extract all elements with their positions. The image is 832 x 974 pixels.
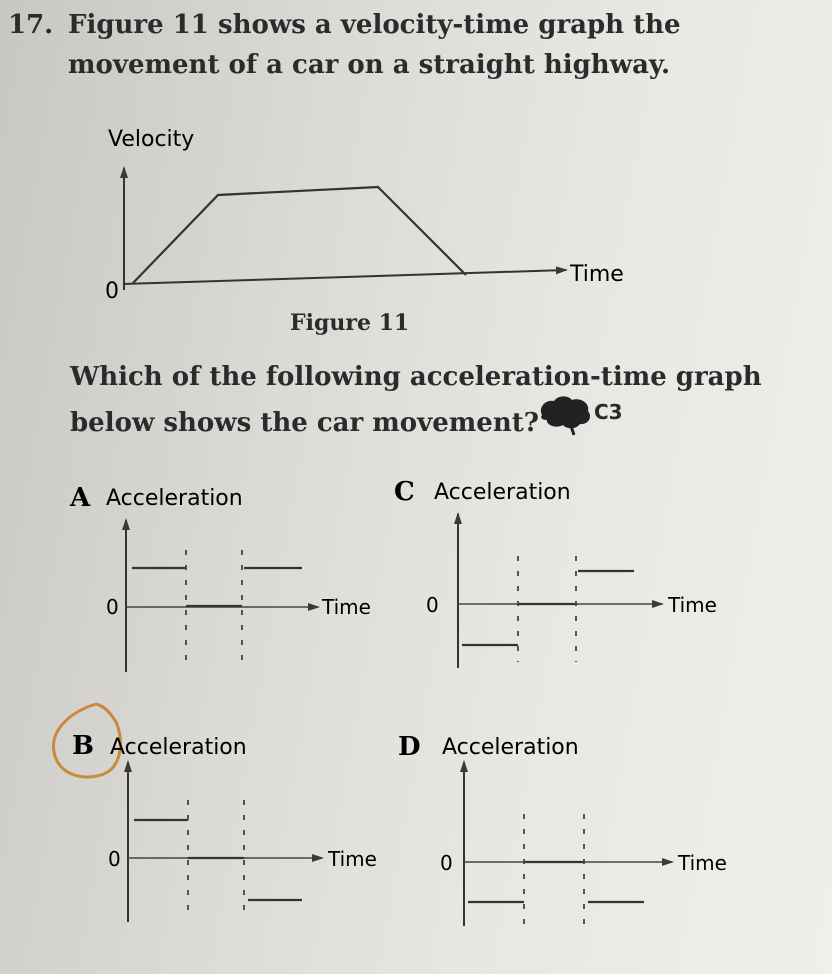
- option-d-letter: D: [398, 732, 421, 762]
- level-tag: C3: [594, 400, 623, 424]
- option-b-x-label: Time: [328, 847, 377, 871]
- option-a-x-label: Time: [322, 595, 371, 619]
- figure-x-label: Time: [570, 262, 624, 287]
- option-c-origin: 0: [426, 593, 439, 617]
- question-text-line2: movement of a car on a straight highway.: [68, 50, 671, 80]
- option-a-letter: A: [70, 483, 91, 513]
- option-c-letter: C: [394, 477, 415, 507]
- figure-x-axis: [124, 270, 566, 284]
- option-b-origin: 0: [108, 847, 121, 871]
- prompt-line2: below shows the car movement?: [70, 408, 539, 438]
- figure-caption: Figure 11: [290, 310, 410, 336]
- option-c-y-label: Acceleration: [434, 480, 571, 505]
- option-a-origin: 0: [106, 595, 119, 619]
- figure-velocity-line: [133, 187, 466, 283]
- question-text-line1: Figure 11 shows a velocity-time graph the: [68, 10, 681, 40]
- option-d-x-label: Time: [678, 851, 727, 875]
- prompt-line1: Which of the following acceleration-time graph: [70, 362, 762, 392]
- option-c-x-label: Time: [668, 593, 717, 617]
- option-a-y-label: Acceleration: [106, 486, 243, 511]
- option-d-y-label: Acceleration: [442, 735, 579, 760]
- brain-icon: [536, 393, 594, 441]
- option-b-y-label: Acceleration: [110, 735, 247, 760]
- option-d-origin: 0: [440, 851, 453, 875]
- option-b-letter: B: [72, 731, 94, 761]
- figure-origin-label: 0: [105, 279, 119, 304]
- figure-y-label: Velocity: [108, 127, 195, 152]
- question-number: 17.: [8, 10, 54, 40]
